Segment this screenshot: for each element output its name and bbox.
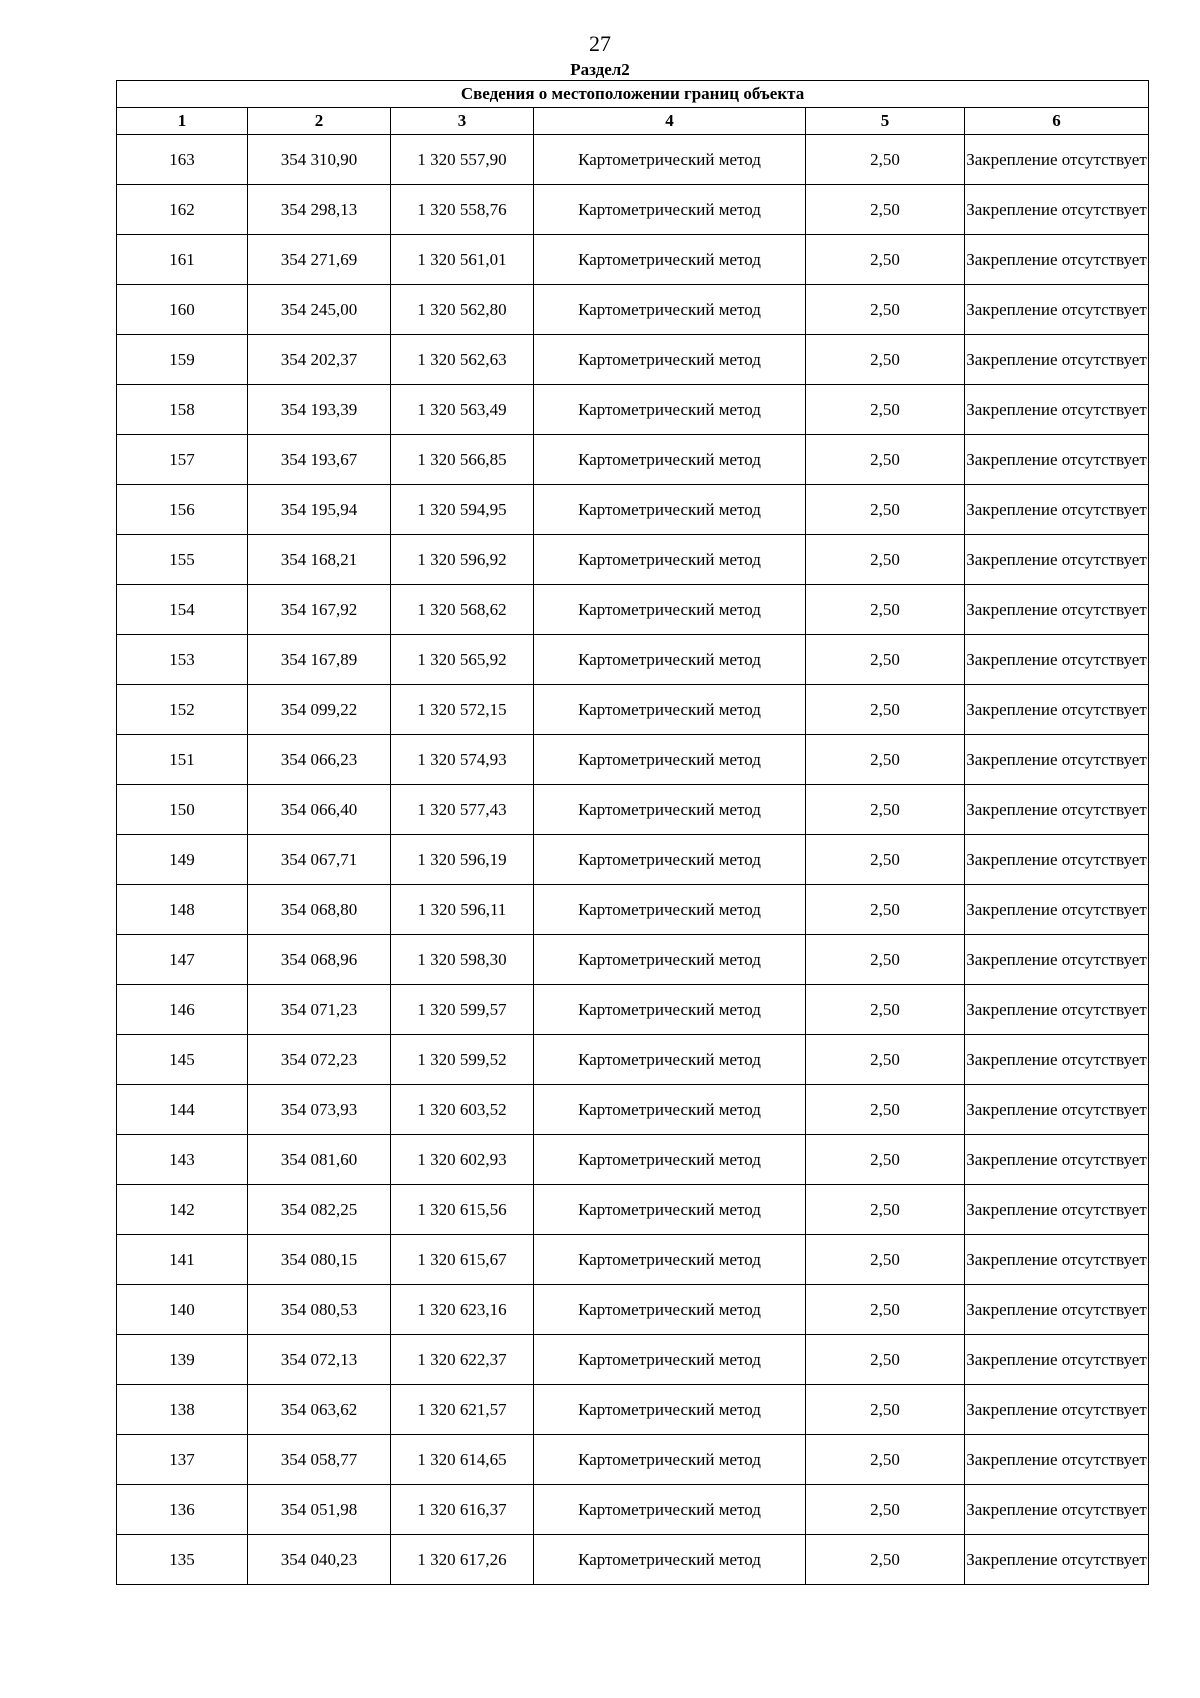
method-cell: Картометрический метод <box>534 785 806 835</box>
accuracy-cell: 2,50 <box>806 1185 965 1235</box>
accuracy-cell: 2,50 <box>806 885 965 935</box>
method-cell: Картометрический метод <box>534 535 806 585</box>
table-row <box>117 1235 1149 1285</box>
point-number-cell: 152 <box>117 685 248 735</box>
accuracy-cell: 2,50 <box>806 135 965 185</box>
y-coordinate-cell: 1 320 562,80 <box>391 285 534 335</box>
x-coordinate-cell: 354 066,40 <box>248 785 391 835</box>
y-coordinate-cell: 1 320 623,16 <box>391 1285 534 1335</box>
table-row <box>117 885 1149 935</box>
point-number-cell: 148 <box>117 885 248 935</box>
accuracy-cell: 2,50 <box>806 1035 965 1085</box>
point-number-cell: 137 <box>117 1435 248 1485</box>
x-coordinate-cell: 354 058,77 <box>248 1435 391 1485</box>
y-coordinate-cell: 1 320 574,93 <box>391 735 534 785</box>
fixing-description-cell: Закрепление отсутствует <box>965 235 1149 285</box>
y-coordinate-cell: 1 320 621,57 <box>391 1385 534 1435</box>
table-row <box>117 535 1149 585</box>
method-cell: Картометрический метод <box>534 1135 806 1185</box>
point-number-cell: 160 <box>117 285 248 335</box>
x-coordinate-cell: 354 193,39 <box>248 385 391 435</box>
x-coordinate-cell: 354 073,93 <box>248 1085 391 1135</box>
accuracy-cell: 2,50 <box>806 1285 965 1335</box>
point-number-cell: 161 <box>117 235 248 285</box>
point-number-cell: 149 <box>117 835 248 885</box>
table-title: Сведения о местоположении границ объекта <box>117 81 1149 108</box>
fixing-description-cell: Закрепление отсутствует <box>965 185 1149 235</box>
x-coordinate-cell: 354 066,23 <box>248 735 391 785</box>
method-cell: Картометрический метод <box>534 1535 806 1585</box>
fixing-description-cell: Закрепление отсутствует <box>965 835 1149 885</box>
x-coordinate-cell: 354 081,60 <box>248 1135 391 1185</box>
x-coordinate-cell: 354 071,23 <box>248 985 391 1035</box>
accuracy-cell: 2,50 <box>806 935 965 985</box>
table-row <box>117 135 1149 185</box>
method-cell: Картометрический метод <box>534 235 806 285</box>
method-cell: Картометрический метод <box>534 1035 806 1085</box>
point-number-cell: 143 <box>117 1135 248 1185</box>
method-cell: Картометрический метод <box>534 835 806 885</box>
table-row <box>117 1335 1149 1385</box>
accuracy-cell: 2,50 <box>806 235 965 285</box>
y-coordinate-cell: 1 320 599,57 <box>391 985 534 1035</box>
fixing-description-cell: Закрепление отсутствует <box>965 385 1149 435</box>
accuracy-cell: 2,50 <box>806 585 965 635</box>
point-number-cell: 146 <box>117 985 248 1035</box>
y-coordinate-cell: 1 320 562,63 <box>391 335 534 385</box>
point-number-cell: 139 <box>117 1335 248 1385</box>
point-number-cell: 155 <box>117 535 248 585</box>
y-coordinate-cell: 1 320 598,30 <box>391 935 534 985</box>
table-row <box>117 635 1149 685</box>
table-row <box>117 385 1149 435</box>
fixing-description-cell: Закрепление отсутствует <box>965 435 1149 485</box>
page-number: 27 <box>589 31 611 56</box>
table-row <box>117 1285 1149 1335</box>
fixing-description-cell: Закрепление отсутствует <box>965 1535 1149 1585</box>
x-coordinate-cell: 354 193,67 <box>248 435 391 485</box>
fixing-description-cell: Закрепление отсутствует <box>965 1485 1149 1535</box>
point-number-cell: 151 <box>117 735 248 785</box>
boundary-table <box>116 80 1149 1585</box>
method-cell: Картометрический метод <box>534 1335 806 1385</box>
accuracy-cell: 2,50 <box>806 435 965 485</box>
x-coordinate-cell: 354 080,53 <box>248 1285 391 1335</box>
method-cell: Картометрический метод <box>534 1185 806 1235</box>
method-cell: Картометрический метод <box>534 735 806 785</box>
y-coordinate-cell: 1 320 594,95 <box>391 485 534 535</box>
section-label: Раздел2 <box>570 60 630 79</box>
table-row <box>117 1385 1149 1435</box>
method-cell: Картометрический метод <box>534 1085 806 1135</box>
table-row <box>117 1035 1149 1085</box>
y-coordinate-cell: 1 320 568,62 <box>391 585 534 635</box>
x-coordinate-cell: 354 068,80 <box>248 885 391 935</box>
x-coordinate-cell: 354 202,37 <box>248 335 391 385</box>
fixing-description-cell: Закрепление отсутствует <box>965 1185 1149 1235</box>
table-row <box>117 735 1149 785</box>
y-coordinate-cell: 1 320 572,15 <box>391 685 534 735</box>
column-header: 2 <box>248 108 391 135</box>
y-coordinate-cell: 1 320 616,37 <box>391 1485 534 1535</box>
accuracy-cell: 2,50 <box>806 485 965 535</box>
fixing-description-cell: Закрепление отсутствует <box>965 1285 1149 1335</box>
x-coordinate-cell: 354 082,25 <box>248 1185 391 1235</box>
table-row <box>117 1535 1149 1585</box>
accuracy-cell: 2,50 <box>806 1335 965 1385</box>
fixing-description-cell: Закрепление отсутствует <box>965 585 1149 635</box>
table-body <box>117 135 1149 1585</box>
method-cell: Картометрический метод <box>534 1235 806 1285</box>
x-coordinate-cell: 354 298,13 <box>248 185 391 235</box>
column-header: 3 <box>391 108 534 135</box>
accuracy-cell: 2,50 <box>806 635 965 685</box>
table-row <box>117 1085 1149 1135</box>
accuracy-cell: 2,50 <box>806 1435 965 1485</box>
fixing-description-cell: Закрепление отсутствует <box>965 1335 1149 1385</box>
x-coordinate-cell: 354 168,21 <box>248 535 391 585</box>
table-row <box>117 1135 1149 1185</box>
y-coordinate-cell: 1 320 599,52 <box>391 1035 534 1085</box>
method-cell: Картометрический метод <box>534 635 806 685</box>
column-header: 4 <box>534 108 806 135</box>
accuracy-cell: 2,50 <box>806 185 965 235</box>
method-cell: Картометрический метод <box>534 685 806 735</box>
y-coordinate-cell: 1 320 566,85 <box>391 435 534 485</box>
point-number-cell: 158 <box>117 385 248 435</box>
method-cell: Картометрический метод <box>534 385 806 435</box>
column-header: 5 <box>806 108 965 135</box>
method-cell: Картометрический метод <box>534 335 806 385</box>
point-number-cell: 147 <box>117 935 248 985</box>
method-cell: Картометрический метод <box>534 435 806 485</box>
table-row <box>117 1435 1149 1485</box>
accuracy-cell: 2,50 <box>806 685 965 735</box>
fixing-description-cell: Закрепление отсутствует <box>965 1385 1149 1435</box>
table-row <box>117 485 1149 535</box>
y-coordinate-cell: 1 320 561,01 <box>391 235 534 285</box>
accuracy-cell: 2,50 <box>806 385 965 435</box>
table-row <box>117 185 1149 235</box>
y-coordinate-cell: 1 320 596,19 <box>391 835 534 885</box>
point-number-cell: 136 <box>117 1485 248 1535</box>
table-row <box>117 285 1149 335</box>
fixing-description-cell: Закрепление отсутствует <box>965 735 1149 785</box>
table-header-row <box>117 108 1149 135</box>
x-coordinate-cell: 354 051,98 <box>248 1485 391 1535</box>
accuracy-cell: 2,50 <box>806 535 965 585</box>
accuracy-cell: 2,50 <box>806 835 965 885</box>
point-number-cell: 162 <box>117 185 248 235</box>
accuracy-cell: 2,50 <box>806 1535 965 1585</box>
accuracy-cell: 2,50 <box>806 335 965 385</box>
accuracy-cell: 2,50 <box>806 1085 965 1135</box>
table-row <box>117 585 1149 635</box>
fixing-description-cell: Закрепление отсутствует <box>965 885 1149 935</box>
method-cell: Картометрический метод <box>534 1285 806 1335</box>
y-coordinate-cell: 1 320 614,65 <box>391 1435 534 1485</box>
point-number-cell: 156 <box>117 485 248 535</box>
fixing-description-cell: Закрепление отсутствует <box>965 285 1149 335</box>
accuracy-cell: 2,50 <box>806 1235 965 1285</box>
accuracy-cell: 2,50 <box>806 985 965 1035</box>
y-coordinate-cell: 1 320 622,37 <box>391 1335 534 1385</box>
table-row <box>117 335 1149 385</box>
point-number-cell: 153 <box>117 635 248 685</box>
y-coordinate-cell: 1 320 603,52 <box>391 1085 534 1135</box>
x-coordinate-cell: 354 245,00 <box>248 285 391 335</box>
x-coordinate-cell: 354 040,23 <box>248 1535 391 1585</box>
point-number-cell: 141 <box>117 1235 248 1285</box>
point-number-cell: 135 <box>117 1535 248 1585</box>
fixing-description-cell: Закрепление отсутствует <box>965 1135 1149 1185</box>
accuracy-cell: 2,50 <box>806 1135 965 1185</box>
method-cell: Картометрический метод <box>534 935 806 985</box>
column-header: 6 <box>965 108 1149 135</box>
y-coordinate-cell: 1 320 565,92 <box>391 635 534 685</box>
point-number-cell: 163 <box>117 135 248 185</box>
method-cell: Картометрический метод <box>534 1485 806 1535</box>
accuracy-cell: 2,50 <box>806 1485 965 1535</box>
y-coordinate-cell: 1 320 615,56 <box>391 1185 534 1235</box>
point-number-cell: 150 <box>117 785 248 835</box>
point-number-cell: 145 <box>117 1035 248 1085</box>
fixing-description-cell: Закрепление отсутствует <box>965 1435 1149 1485</box>
fixing-description-cell: Закрепление отсутствует <box>965 635 1149 685</box>
y-coordinate-cell: 1 320 617,26 <box>391 1535 534 1585</box>
accuracy-cell: 2,50 <box>806 785 965 835</box>
method-cell: Картометрический метод <box>534 1435 806 1485</box>
x-coordinate-cell: 354 271,69 <box>248 235 391 285</box>
x-coordinate-cell: 354 072,23 <box>248 1035 391 1085</box>
x-coordinate-cell: 354 099,22 <box>248 685 391 735</box>
point-number-cell: 159 <box>117 335 248 385</box>
method-cell: Картометрический метод <box>534 135 806 185</box>
fixing-description-cell: Закрепление отсутствует <box>965 1035 1149 1085</box>
method-cell: Картометрический метод <box>534 985 806 1035</box>
table-row <box>117 935 1149 985</box>
fixing-description-cell: Закрепление отсутствует <box>965 535 1149 585</box>
table-row <box>117 435 1149 485</box>
y-coordinate-cell: 1 320 596,11 <box>391 885 534 935</box>
accuracy-cell: 2,50 <box>806 285 965 335</box>
accuracy-cell: 2,50 <box>806 735 965 785</box>
x-coordinate-cell: 354 195,94 <box>248 485 391 535</box>
method-cell: Картометрический метод <box>534 885 806 935</box>
fixing-description-cell: Закрепление отсутствует <box>965 935 1149 985</box>
method-cell: Картометрический метод <box>534 1385 806 1435</box>
y-coordinate-cell: 1 320 558,76 <box>391 185 534 235</box>
fixing-description-cell: Закрепление отсутствует <box>965 785 1149 835</box>
fixing-description-cell: Закрепление отсутствует <box>965 985 1149 1035</box>
method-cell: Картометрический метод <box>534 485 806 535</box>
table-row <box>117 235 1149 285</box>
fixing-description-cell: Закрепление отсутствует <box>965 335 1149 385</box>
point-number-cell: 140 <box>117 1285 248 1335</box>
x-coordinate-cell: 354 072,13 <box>248 1335 391 1385</box>
table-row <box>117 685 1149 735</box>
x-coordinate-cell: 354 068,96 <box>248 935 391 985</box>
table-row <box>117 1485 1149 1535</box>
y-coordinate-cell: 1 320 602,93 <box>391 1135 534 1185</box>
fixing-description-cell: Закрепление отсутствует <box>965 485 1149 535</box>
y-coordinate-cell: 1 320 557,90 <box>391 135 534 185</box>
x-coordinate-cell: 354 063,62 <box>248 1385 391 1435</box>
y-coordinate-cell: 1 320 615,67 <box>391 1235 534 1285</box>
point-number-cell: 144 <box>117 1085 248 1135</box>
x-coordinate-cell: 354 080,15 <box>248 1235 391 1285</box>
fixing-description-cell: Закрепление отсутствует <box>965 685 1149 735</box>
method-cell: Картометрический метод <box>534 285 806 335</box>
table-row <box>117 785 1149 835</box>
table-title-row <box>117 81 1149 108</box>
accuracy-cell: 2,50 <box>806 1385 965 1435</box>
fixing-description-cell: Закрепление отсутствует <box>965 135 1149 185</box>
x-coordinate-cell: 354 167,89 <box>248 635 391 685</box>
point-number-cell: 138 <box>117 1385 248 1435</box>
table-row <box>117 835 1149 885</box>
column-header: 1 <box>117 108 248 135</box>
y-coordinate-cell: 1 320 577,43 <box>391 785 534 835</box>
x-coordinate-cell: 354 067,71 <box>248 835 391 885</box>
method-cell: Картометрический метод <box>534 585 806 635</box>
table-row <box>117 1185 1149 1235</box>
y-coordinate-cell: 1 320 596,92 <box>391 535 534 585</box>
point-number-cell: 157 <box>117 435 248 485</box>
method-cell: Картометрический метод <box>534 185 806 235</box>
point-number-cell: 142 <box>117 1185 248 1235</box>
x-coordinate-cell: 354 167,92 <box>248 585 391 635</box>
fixing-description-cell: Закрепление отсутствует <box>965 1085 1149 1135</box>
table-row <box>117 985 1149 1035</box>
point-number-cell: 154 <box>117 585 248 635</box>
x-coordinate-cell: 354 310,90 <box>248 135 391 185</box>
y-coordinate-cell: 1 320 563,49 <box>391 385 534 435</box>
fixing-description-cell: Закрепление отсутствует <box>965 1235 1149 1285</box>
